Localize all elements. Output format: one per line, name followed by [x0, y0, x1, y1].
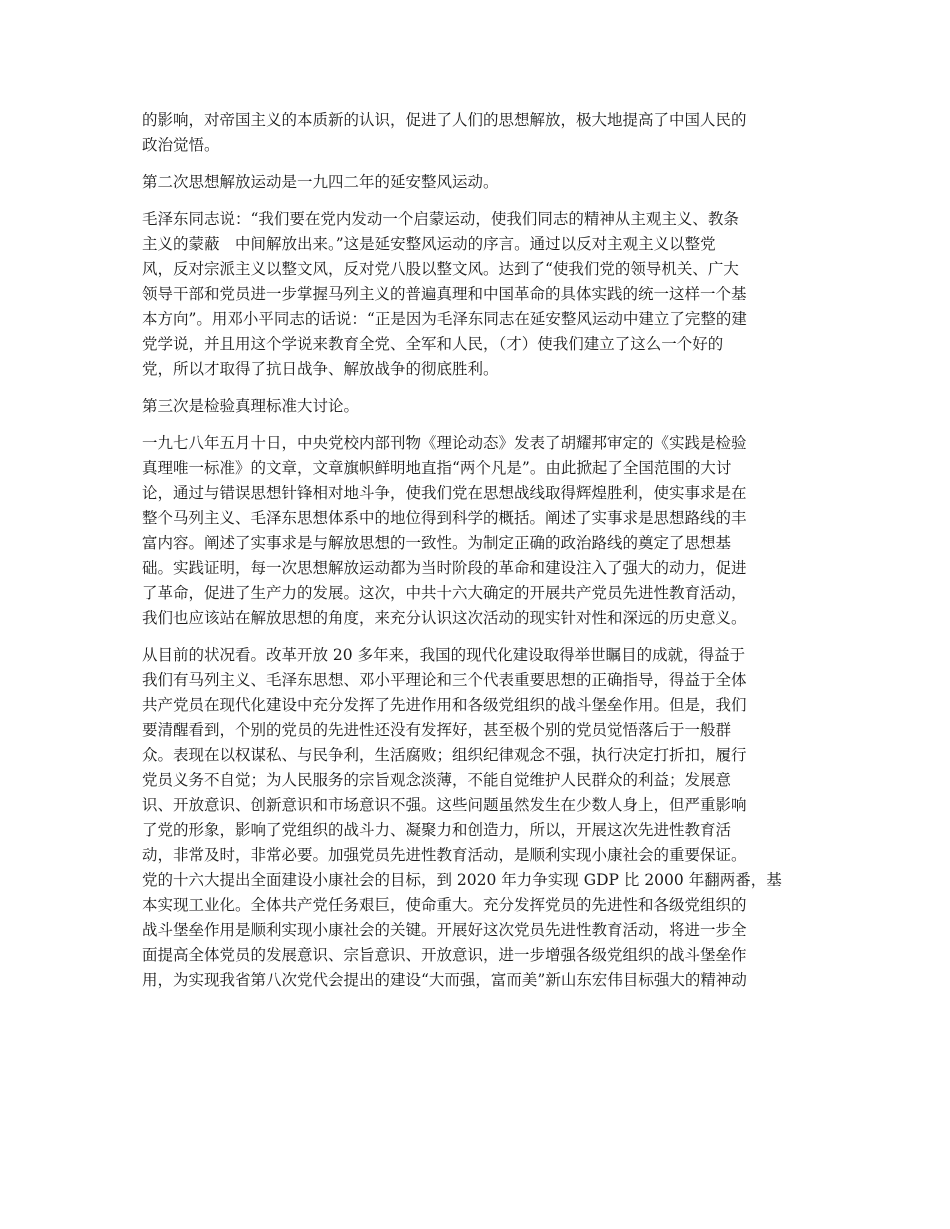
- paragraph-2: [142, 170, 810, 195]
- text-line: 的影响，对帝国主义的本质新的认识，促进了人们的思想解放，极大地提高了中国人民的: [142, 111, 747, 129]
- text-line: 党员义务不自觉；为人民服务的宗旨观念淡薄，不能自觉维护人民群众的利益；发展意: [142, 771, 732, 789]
- text-line: 了革命，促进了生产力的发展。这次，中共十六大确定的开展共产党员先进性教育活动，: [142, 584, 747, 602]
- text-line: 动，非常及时，非常必要。加强党员先进性教育活动，是顺利实现小康社会的重要保证。: [142, 846, 747, 864]
- text-line: 富内容。阐述了实事求是与解放思想的一致性。为制定正确的政治路线的奠定了思想基: [142, 534, 732, 552]
- text-line: 党，所以才取得了抗日战争、解放战争的彻底胜利。: [142, 360, 499, 378]
- text-line: 本实现工业化。全体共产党任务艰巨，使命重大。充分发挥党员的先进性和各级党组织的: [142, 896, 747, 914]
- text-line: 了党的形象，影响了党组织的战斗力、凝聚力和创造力，所以，开展这次先进性教育活: [142, 821, 732, 839]
- text-line: 政治觉悟。: [142, 136, 220, 154]
- text-line: 一九七八年五月十日，中央党校内部刊物《理论动态》发表了胡耀邦审定的《实践是检验: [142, 434, 747, 452]
- text-line: 础。实践证明，每一次思想解放运动都为当时阶段的革命和建设注入了强大的动力，促进: [142, 559, 747, 577]
- text-line: 风，反对宗派主义以整文风，反对党八股以整文风。达到了“使我们党的领导机关、广大: [142, 260, 739, 278]
- text-line: 识、开放意识、创新意识和市场意识不强。这些问题虽然发生在少数人身上，但严重影响: [142, 796, 747, 814]
- text-line: 第二次思想解放运动是一九四二年的延安整风运动。: [142, 173, 499, 191]
- document-page: [142, 108, 810, 1005]
- text-line: 真理唯一标准》的文章，文章旗帜鲜明地直指“两个凡是”。由此掀起了全国范围的大讨: [142, 459, 732, 477]
- text-line: 众。表现在以权谋私、与民争利，生活腐败；组织纪律观念不强，执行决定打折扣，履行: [142, 746, 747, 764]
- paragraph-5: [142, 431, 810, 631]
- text-line: 党学说，并且用这个学说来教育全党、全军和人民，（才）使我们建立了这么一个好的: [142, 335, 724, 353]
- paragraph-1: [142, 108, 810, 158]
- text-line: 毛泽东同志说：“我们要在党内发动一个启蒙运动，使我们同志的精神从主观主义、教条: [142, 210, 739, 228]
- text-line: 从目前的状况看。改革开放 20 多年来，我国的现代化建设取得举世瞩目的成就，得益于: [142, 646, 746, 664]
- text-line: 我们也应该站在解放思想的角度，来充分认识这次活动的现实针对性和深远的历史意义。: [142, 609, 747, 627]
- text-line: 面提高全体党员的发展意识、宗旨意识、开放意识，进一步增强各级党组织的战斗堡垒作: [142, 946, 747, 964]
- text-line: 论，通过与错误思想针锋相对地斗争，使我们党在思想战线取得辉煌胜利，使实事求是在: [142, 484, 747, 502]
- text-line: 主义的蒙蔽 中间解放出来。”这是延安整风运动的序言。通过以反对主观主义以整党: [142, 235, 716, 253]
- text-line: 用，为实现我省第八次党代会提出的建设“大而强，富而美”新山东宏伟目标强大的精神动: [142, 971, 747, 989]
- text-line: 第三次是检验真理标准大讨论。: [142, 397, 360, 415]
- text-line: 党的十六大提出全面建设小康社会的目标，到 2020 年力争实现 GDP 比 2000 年翻两番，基: [142, 871, 782, 889]
- paragraph-6: [142, 643, 810, 993]
- text-line: 本方向”。用邓小平同志的话说：“正是因为毛泽东同志在延安整风运动中建立了完整的建: [142, 310, 747, 328]
- text-line: 要清醒看到，个别的党员的先进性还没有发挥好，甚至极个别的党员觉悟落后于一般群: [142, 721, 732, 739]
- text-line: 领导干部和党员进一步掌握马列主义的普遍真理和中国革命的具体实践的统一这样一个基: [142, 285, 747, 303]
- text-line: 共产党员在现代化建设中充分发挥了先进作用和各级党组织的战斗堡垒作用。但是，我们: [142, 696, 747, 714]
- paragraph-3: [142, 207, 810, 382]
- text-line: 战斗堡垒作用是顺利实现小康社会的关键。开展好这次党员先进性教育活动，将进一步全: [142, 921, 747, 939]
- text-line: 我们有马列主义、毛泽东思想、邓小平理论和三个代表重要思想的正确指导，得益于全体: [142, 671, 747, 689]
- paragraph-4: [142, 394, 810, 419]
- text-line: 整个马列主义、毛泽东思想体系中的地位得到科学的概括。阐述了实事求是思想路线的丰: [142, 509, 747, 527]
